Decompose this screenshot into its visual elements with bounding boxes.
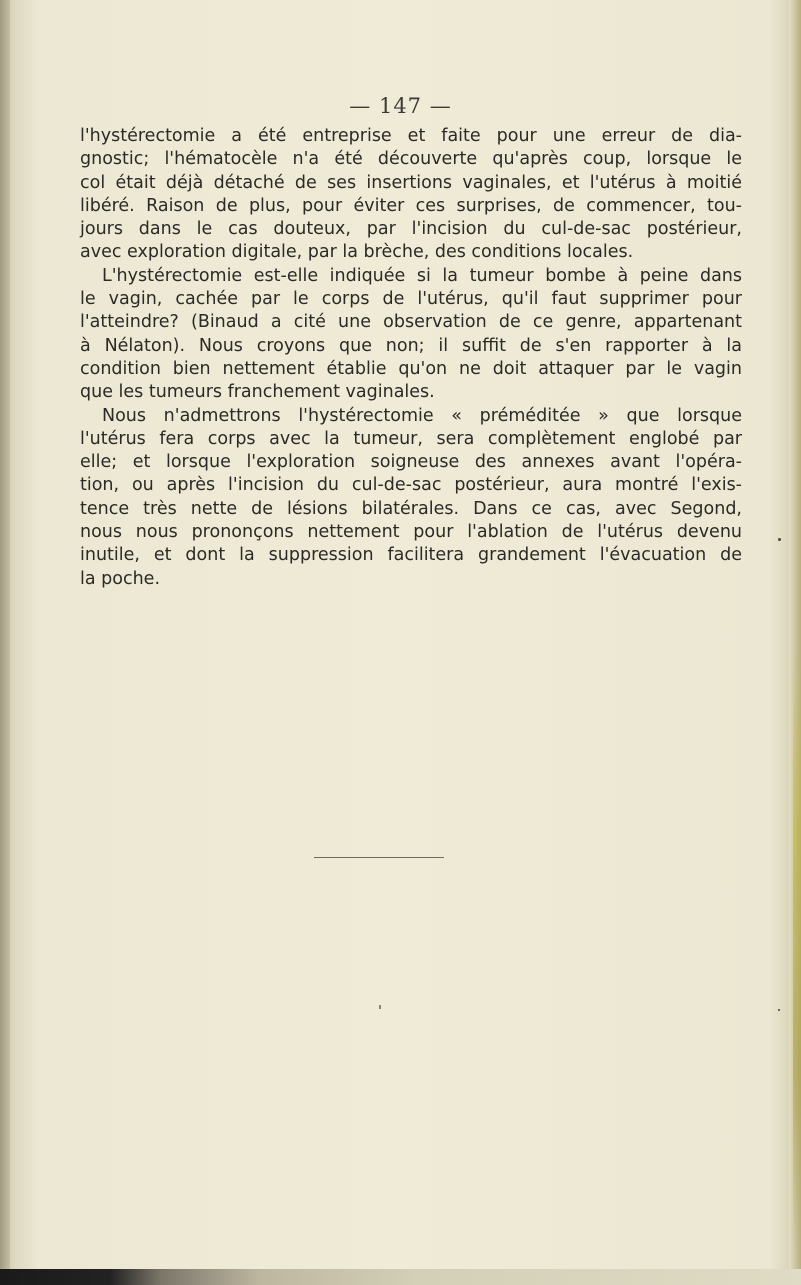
text-line: tion, ou après l'incision du cul-de-sac postérieur, aura montré l'exis-	[80, 475, 742, 496]
text-line: libéré. Raison de plus, pour éviter ces surprises, de commencer, tou-	[80, 195, 742, 216]
section-end-rule	[314, 857, 444, 858]
text-line: à Nélaton). Nous croyons que non; il suffit de s'en rapporter à la	[80, 335, 742, 356]
text-line: col était déjà détaché de ses insertions vaginales, et l'utérus à moitié	[80, 172, 742, 193]
text-line: le vagin, cachée par le corps de l'utérus, qu'il faut supprimer pour	[80, 289, 742, 310]
print-speck	[778, 538, 781, 541]
text-line: jours dans le cas douteux, par l'incision du cul-de-sac postérieur,	[80, 219, 742, 240]
text-line: condition bien nettement établie qu'on ne doit attaquer par le vagin	[80, 358, 742, 379]
text-line: elle; et lorsque l'exploration soigneuse des annexes avant l'opéra-	[80, 452, 742, 473]
page-edge-stain	[793, 650, 801, 1250]
print-speck	[379, 1005, 381, 1009]
text-line: inutile, et dont la suppression facilitera grandement l'évacuation de	[80, 545, 742, 566]
text-line: tence très nette de lésions bilatérales. Dans ce cas, avec Segond,	[80, 498, 742, 519]
page-number: — 147 —	[349, 94, 452, 118]
text-line: L'hystérectomie est-elle indiquée si la tumeur bombe à peine dans	[102, 265, 742, 286]
text-line: l'atteindre? (Binaud a cité une observation de ce genre, appartenant	[80, 312, 742, 333]
text-line: nous nous prononçons nettement pour l'ablation de l'utérus devenu	[80, 522, 742, 543]
text-line: Nous n'admettrons l'hystérectomie « préméditée » que lorsque	[102, 405, 742, 426]
scan-bottom-edge	[0, 1269, 801, 1285]
page-left-edge	[0, 0, 10, 1285]
print-speck	[778, 1009, 780, 1011]
text-line: l'utérus fera corps avec la tumeur, sera complètement englobé par	[80, 428, 742, 449]
text-line: gnostic; l'hématocèle n'a été découverte qu'après coup, lorsque le	[80, 149, 742, 170]
text-line: l'hystérectomie a été entreprise et faite pour une erreur de dia-	[80, 126, 742, 146]
text-line: la poche.	[80, 568, 161, 589]
text-line: que les tumeurs franchement vaginales.	[80, 382, 435, 403]
body-text	[80, 125, 742, 591]
text-line: avec exploration digitale, par la brèche, des conditions locales.	[80, 242, 634, 263]
